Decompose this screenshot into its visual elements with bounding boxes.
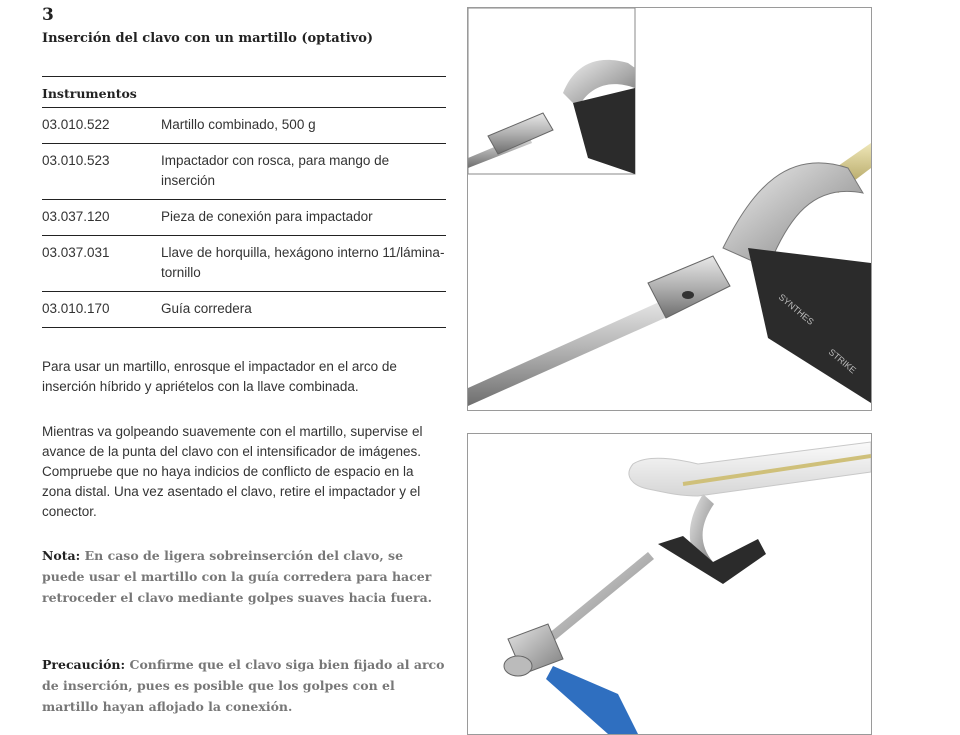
instruction-paragraph-2: Mientras va golpeando suavemente con el martillo, supervise el avance de la punta del clavo con el intensificador de imágenes. Compruebe que no haya indicios de conflicto de espacio en la zona distal. Una vez asentado el clavo, retire el impactador y el conector.	[42, 424, 423, 519]
handle-text-2: STRIKE	[826, 346, 859, 376]
note-text: En caso de ligera sobreinserción del clavo, se puede usar el martillo con la guía corredera para hacer retroceder el clavo mediante golpes suaves hacia fuera.	[42, 548, 433, 605]
instrument-code: 03.010.523	[42, 144, 161, 200]
step-title: Inserción del clavo con un martillo (optativo)	[42, 31, 374, 46]
caution-label: Precaución:	[42, 657, 126, 672]
note-label: Nota:	[42, 548, 81, 563]
handle-text-1: SYNTHES	[776, 291, 816, 327]
hammer-femur-photo	[467, 433, 872, 735]
impactor-assembly-illustration	[468, 8, 871, 410]
hammer-face	[504, 656, 532, 676]
instrument-code: 03.037.031	[42, 236, 161, 292]
table-row	[42, 200, 446, 236]
note-block	[42, 545, 446, 608]
hammer-handle	[546, 666, 638, 734]
instrument-description: Impactador con rosca, para mango de inserción	[161, 144, 446, 200]
instruments-table	[42, 76, 446, 328]
instrument-description: Martillo combinado, 500 g	[161, 108, 446, 144]
impactor-rod	[548, 552, 654, 641]
instrument-code: 03.037.120	[42, 200, 161, 236]
caution-text: Confirme que el clavo siga bien fijado al arco de inserción, pues es posible que los golpes con el martillo hayan aflojado la conexión.	[42, 657, 445, 714]
table-row	[42, 292, 446, 328]
instrument-code: 03.010.170	[42, 292, 161, 328]
insertion-arc	[723, 163, 863, 268]
insertion-handle	[658, 536, 766, 584]
hammer-femur-illustration	[468, 434, 871, 734]
step-number: 3	[42, 5, 54, 25]
instrument-description: Llave de horquilla, hexágono interno 11/lámina-tornillo	[161, 236, 446, 292]
connector-hole	[682, 291, 694, 299]
instruments-header: Instrumentos	[42, 77, 446, 108]
table-header-row	[42, 77, 446, 108]
femur-bone	[629, 442, 871, 496]
instrument-description: Guía corredera	[161, 292, 446, 328]
table-row	[42, 236, 446, 292]
caution-block	[42, 654, 446, 717]
text-column	[42, 4, 446, 328]
instruction-paragraph-1: Para usar un martillo, enrosque el impactador en el arco de inserción híbrido y apriételos con la llave combinada.	[42, 359, 397, 394]
instrument-code: 03.010.522	[42, 108, 161, 144]
instrument-description: Pieza de conexión para impactador	[161, 200, 446, 236]
table-row	[42, 144, 446, 200]
impactor-assembly-photo	[467, 7, 872, 411]
impactor-rod	[468, 298, 676, 406]
table-row	[42, 108, 446, 144]
